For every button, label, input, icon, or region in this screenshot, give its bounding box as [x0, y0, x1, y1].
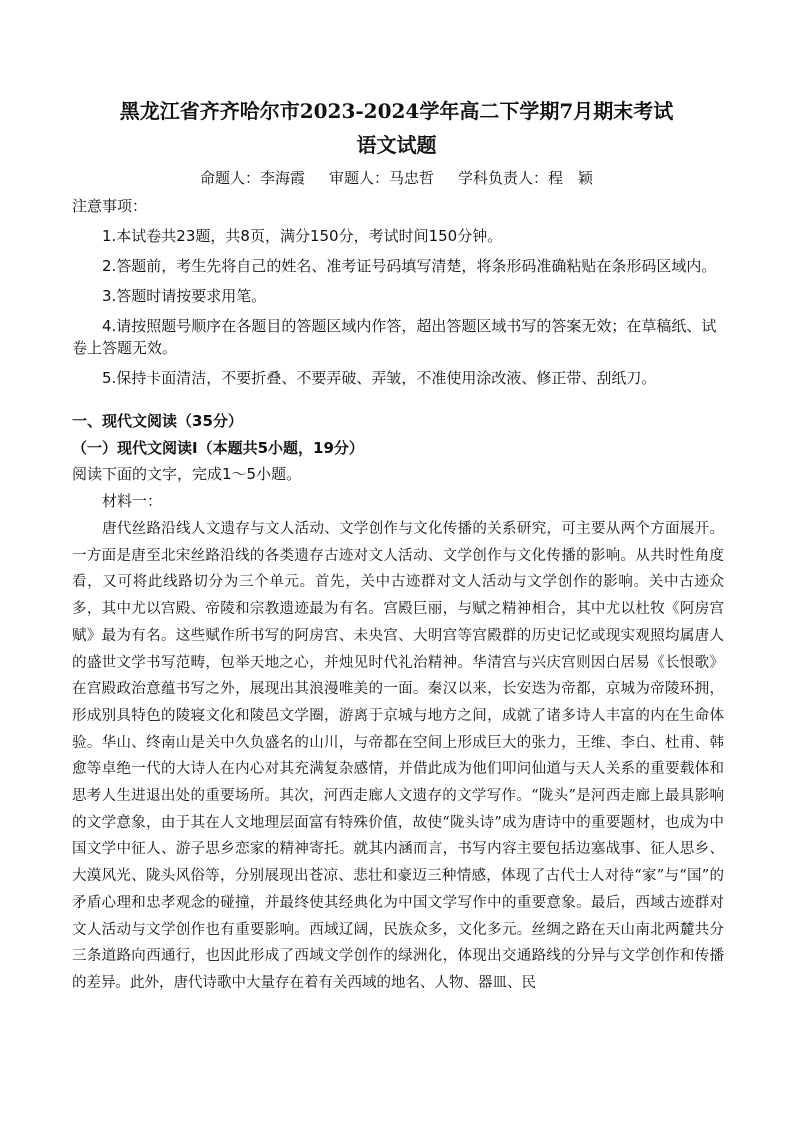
exam-title: 黑龙江省齐齐哈尔市2023-2024学年高二下学期7月期末考试 — [119, 99, 674, 123]
reviewer-label: 审题人：马忠哲 — [328, 169, 434, 187]
note-item: 4.请按照题号顺序在各题目的答题区域内作答，超出答题区域书写的答案无效；在草稿纸、试卷上答题无效。 — [72, 317, 717, 357]
note-item: 1.本试卷共23题，共8页，满分150分，考试时间150分钟。 — [102, 227, 503, 245]
subject-lead-label: 学科负责人：程 颖 — [458, 169, 594, 187]
notes-heading: 注意事项： — [72, 197, 148, 215]
setter-label: 命题人：李海霞 — [199, 169, 305, 187]
material-label: 材料一： — [102, 492, 163, 510]
subsection-heading: （一）现代文阅读Ⅰ（本题共5小题，19分） — [72, 439, 364, 457]
exam-subtitle: 语文试题 — [356, 133, 437, 157]
section-heading: 一、现代文阅读（35分） — [72, 412, 243, 430]
author-line — [0, 166, 793, 190]
note-item: 2.答题前，考生先将自己的姓名、准考证号码填写清楚，将条形码准确粘贴在条形码区域内。 — [102, 257, 717, 275]
notes-block — [72, 195, 724, 389]
reading-instruction: 阅读下面的文字，完成1～5小题。 — [72, 465, 302, 483]
note-item: 3.答题时请按要求用笔。 — [102, 287, 267, 305]
note-item: 5.保持卡面清洁，不要折叠、不要弄破、弄皱，不准使用涂改液、修正带、刮纸刀。 — [102, 369, 657, 387]
passage-text: 唐代丝路沿线人文遗存与文人活动、文学创作与文化传播的关系研究，可主要从两个方面展开。一方面是唐至北宋丝路沿线的各类遗存古迹对文人活动、文学创作与文化传播的影响。从共时性角度看，又可将此线路切分为三个单元。首先，关中古迹群对文人活动与文学创作的影响。关中古迹众多，其中尤以宫殿、帝陵和宗教遗迹最为有名。宫殿巨丽，与赋之精神相合，其中尤以杜牧《阿房宫赋》最为有名。这些赋作所书写的阿房宫、未央宫、大明宫等宫殿群的历史记忆或现实观照均属唐人的盛世文学书写范畴，包举天地之心，并烛见时代礼治精神。华清宫与兴庆宫则因白居易《长恨歌》在宫殿政治意蕴书写之外，展现出其浪漫唯美的一面。秦汉以来，长安迭为帝都，京城为帝陵环拥，形成别具特色的陵寝文化和陵邑文学圈，游离于京城与地方之间，成就了诸多诗人丰富的内在生命体验。华山、终南山是关中久负盛名的山川，与帝都在空间上形成巨大的张力，王维、李白、杜甫、韩愈等卓绝一代的大诗人在内心对其充满复杂感情，并借此成为他们叩问仙道与天人关系的重要载体和思考人生进退出处的重要场所。其次，河西走廊人文遗存的文学写作。“陇头”是河西走廊上最具影响的文学意象，由于其在人文地理层面富有特殊价值，故使“陇头诗”成为唐诗中的重要题材，也成为中国文学中征人、游子思乡恋家的精神寄托。就其内涵而言，书写内容主要包括边塞战事、征人思乡、大漠风光、陇头风俗等，分别展现出苍凉、悲壮和豪迈三种情感，体现了古代士人对待“家”与“国”的矛盾心理和忠孝观念的碰撞，并最终使其经典化为中国文学写作中的重要意象。最后，西域古迹群对文人活动与文学创作也有重要影响。西域辽阔，民族众多，文化多元。丝绸之路在天山南北两麓共分三条道路向西通行，也因此形成了西域文学创作的绿洲化，体现出交通路线的分异与文学创作和传播的差异。此外，唐代诗歌中大量存在着有关西域的地名、人物、器皿、民 — [72, 521, 724, 991]
